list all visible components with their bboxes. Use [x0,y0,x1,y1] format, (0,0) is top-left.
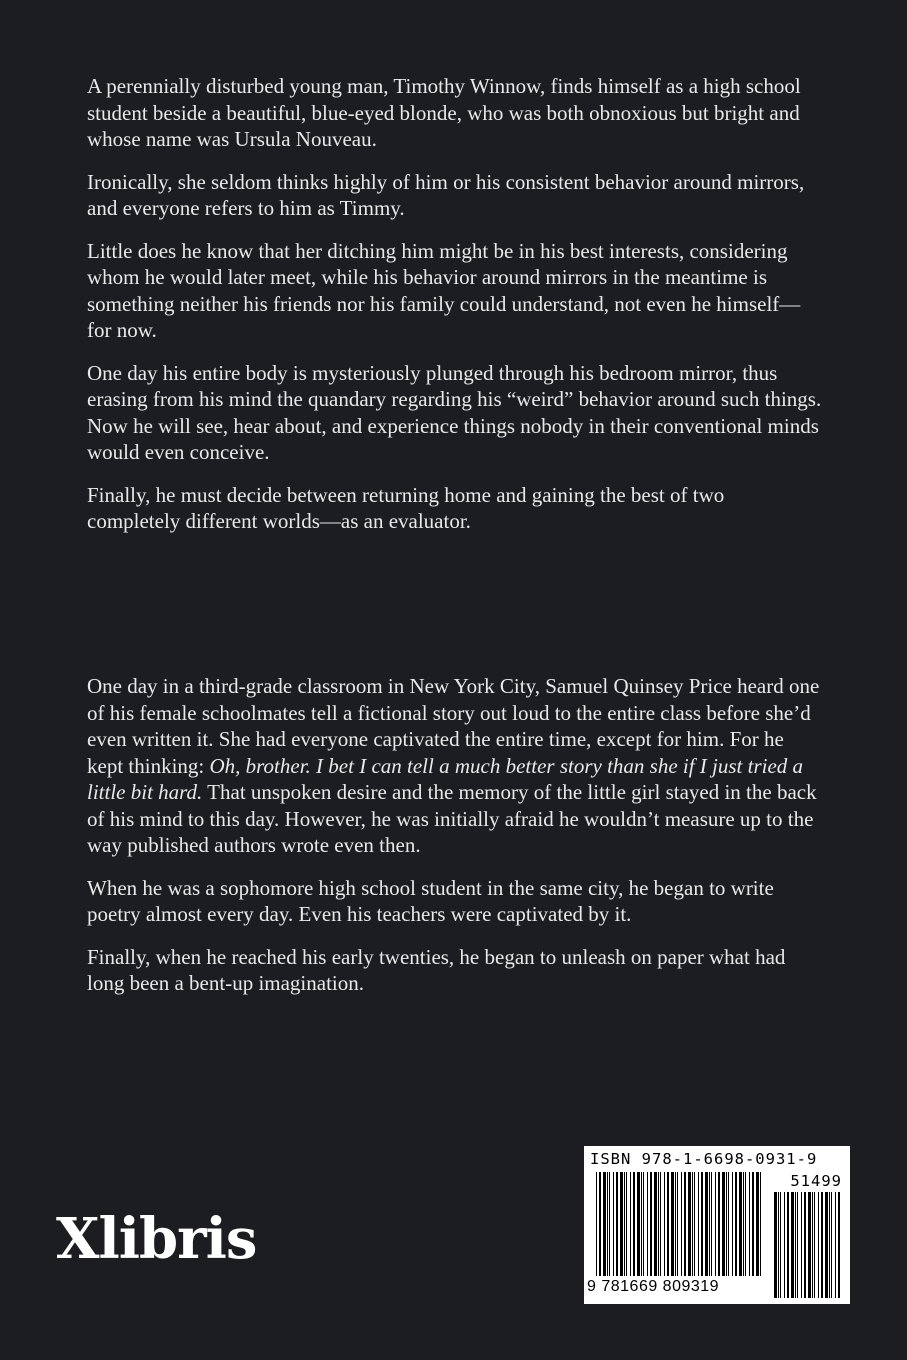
author-bio-paragraph-1 [87,673,822,859]
author-bio-text: That unspoken desire and the memory of the little girl stayed in the back of his mind to this day. However, he was initially afraid he wouldn’t measure up to the way published authors wrote even then. [87,780,817,857]
isbn-label: ISBN 978-1-6698-0931-9 [590,1150,818,1168]
price-code: 51499 [790,1172,842,1190]
book-synopsis [87,73,822,551]
synopsis-paragraph-4: One day his entire body is mysteriously plunged through his bedroom mirror, thus erasing from his mind the quandary regarding his “weird” behavior around such things. Now he will see, hear about, and experience things nobody in their conventional minds would even conceive. [87,360,822,464]
author-bio-paragraph-2: When he was a sophomore high school student in the same city, he began to write poetry almost every day. Even his teachers were captivated by it. [87,875,774,926]
author-bio-text: One day in a third-grade classroom in New York City, Samuel Quinsey Price heard one of his female schoolmates tell a fictional story out loud to the entire class before she’d even written it. She had everyone captivated the entire time, except for him. For he kept thinking: [87,674,820,778]
ean-digits: 9 781669 809319 [587,1278,720,1295]
author-bio-paragraph-3: Finally, when he reached his early twenties, he began to unleash on paper what had long been a bent-up imagination. [87,944,786,995]
author-bio-italic-quote: Oh, brother. I bet I can tell a much better story than she if I just tried a little bit hard. [87,753,804,804]
isbn-barcode [584,1146,850,1304]
synopsis-paragraph-3: Little does he know that her ditching him might be in his best interests, considering whom he would later meet, while his behavior around mirrors in the meantime is something neither his friends nor his family could understand, not even he himself—for now. [87,238,801,342]
synopsis-paragraph-2: Ironically, she seldom thinks highly of him or his consistent behavior around mirrors, and everyone refers to him as Timmy. [87,169,805,220]
ean-barcode-bars [596,1172,761,1276]
publisher-logo: Xlibris [56,1206,257,1272]
synopsis-paragraph-5: Finally, he must decide between returning home and gaining the best of two completely different worlds—as an evaluator. [87,482,725,533]
synopsis-paragraph-1: A perennially disturbed young man, Timothy Winnow, finds himself as a high school student beside a beautiful, blue-eyed blonde, who was both obnoxious but bright and whose name was Ursula Nouveau. [87,74,801,151]
price-barcode-bars [774,1192,842,1298]
author-bio [87,673,822,1013]
